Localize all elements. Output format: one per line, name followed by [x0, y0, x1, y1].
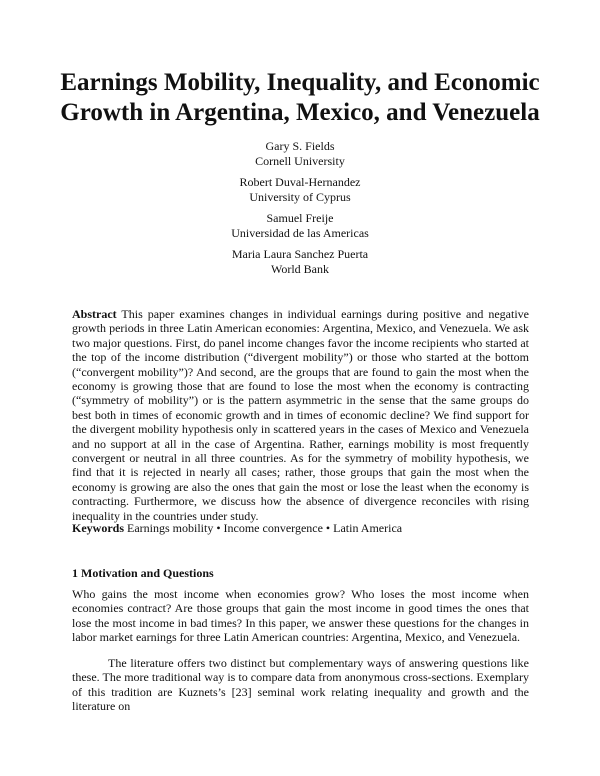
keywords-label: Keywords — [72, 521, 124, 535]
author-block — [100, 211, 500, 241]
author-name: Gary S. Fields — [265, 139, 335, 153]
section-heading: 1 Motivation and Questions — [72, 566, 214, 580]
paper-title-line-1: Earnings Mobility, Inequality, and Economic — [60, 69, 540, 96]
abstract-text: This paper examines changes in individual earnings during positive and negative growth periods in three Latin American economies: Argentina, Mexico, and Venezuela. We ask two major questions. First, do panel income changes favor the income recipients who started at the top of the income distribution (“divergent mobility”) or those who started at the bottom (“convergent mobility”)? And second, are the groups that are found to gain the most when the economy is growing those that are found to lose the most when the economy is contracting (“symmetry of mobility”) or is the pattern asymmetric in the sense that the same groups do best both in times of economic growth and in times of economic decline? We find support for the divergent mobility hypothesis only in scattered years in the cases of Mexico and Venezuela and no support at all in the case of Argentina. Rather, earnings mobility is most frequently convergent or neutral in all three countries. As for the symmetry of mobility hypothesis, we find that it is rejected in nearly all cases; rather, those groups that gain the most when the economy is growing are also the ones that gain the most or lose the least when the economy is contracting. Furthermore, we discuss how the absence of divergence reconciles with rising inequality in the countries under study. — [72, 307, 529, 523]
author-affiliation: Cornell University — [255, 154, 345, 168]
body-paragraph: Who gains the most income when economies grow? Who loses the most income when economies contract? Are those groups that gain the most income in good times the ones that lose the most income in bad times? In this paper, we answer these questions for the changes in labor market earnings for three Latin American countries: Argentina, Mexico, and Venezuela. — [72, 587, 529, 645]
author-name: Robert Duval-Hernandez — [239, 175, 361, 189]
paper-title — [40, 68, 560, 128]
author-list — [100, 139, 500, 283]
author-affiliation: World Bank — [270, 262, 330, 276]
body-paragraph: The literature offers two distinct but complementary ways of answering questions like these. The more traditional way is to compare data from anonymous cross-sections. Exemplary of this tradition are Kuznets’s [23] seminal work relating inequality and growth and the literature on — [72, 656, 529, 714]
author-name: Samuel Freije — [266, 211, 334, 225]
keywords-text: Earnings mobility • Income convergence • Latin America — [127, 521, 403, 535]
paper-title-line-2: Growth in Argentina, Mexico, and Venezuela — [60, 99, 540, 126]
keywords — [72, 521, 529, 535]
author-block — [100, 175, 500, 205]
abstract-label: Abstract — [72, 307, 117, 321]
author-affiliation: University of Cyprus — [249, 190, 351, 204]
author-block — [100, 247, 500, 277]
author-affiliation: Universidad de las Americas — [231, 226, 369, 240]
abstract — [72, 307, 529, 523]
author-block — [100, 139, 500, 169]
author-name: Maria Laura Sanchez Puerta — [231, 247, 369, 261]
